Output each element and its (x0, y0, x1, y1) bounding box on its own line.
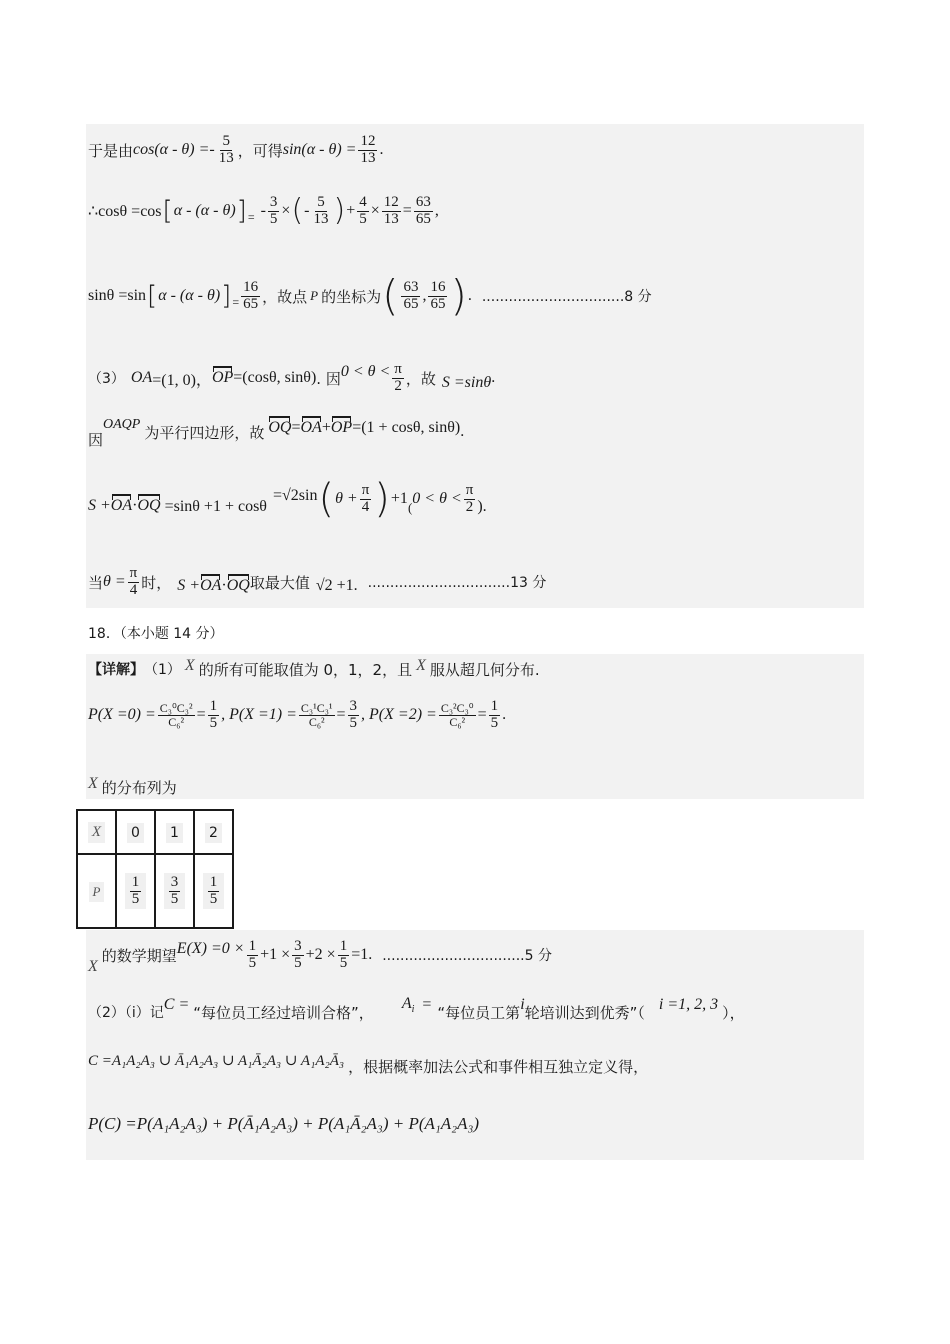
paren-open: ( (382, 271, 399, 320)
line-q18-detail (88, 656, 540, 682)
oaqp: OAQP (103, 417, 141, 432)
text: 因 (88, 430, 104, 449)
table-row (77, 854, 233, 928)
period: . (467, 287, 472, 304)
var-x: X (88, 775, 98, 792)
table-cell (116, 854, 155, 928)
frac-pi-4: $\frac{\pi}{4}$ (361, 481, 370, 515)
frac-12-13: $\frac{12}{13}$ (383, 193, 399, 227)
table-cell (77, 854, 116, 928)
bracket-open: [ (147, 281, 158, 311)
s-expr: S + (88, 497, 111, 514)
var-x: X (88, 958, 98, 975)
period: . (368, 946, 373, 963)
frac-63-65: $\frac{63}{65}$ (403, 278, 419, 312)
frac-5-13: $\frac{5}{13}$ (218, 132, 234, 166)
paren-close: ) (374, 476, 390, 522)
plus: + (321, 419, 331, 436)
bracket-close: ] (221, 281, 232, 311)
frac-comb: $\frac{\text{C₃⁰C₃²}}{\text{C₆²}}$ (159, 700, 193, 729)
theta-plus: θ + (335, 490, 358, 507)
plus-term: +1 × (260, 946, 291, 963)
line-event-def (88, 994, 745, 1030)
frac-comb: $\frac{\text{C₃¹C₃¹}}{\text{C₆²}}$ (300, 700, 333, 729)
s-value: =sinθ +1 + cosθ (164, 498, 267, 515)
oq-value: =(1 + cosθ, sinθ) (352, 419, 461, 436)
frac-16-65: $\frac{16}{65}$ (430, 278, 446, 312)
vec-op: OP (211, 369, 234, 386)
table-cell (77, 810, 116, 854)
part-label: （2）（ⅰ）记 (88, 1005, 164, 1021)
equals: = (232, 294, 240, 309)
line-part3 (88, 358, 495, 398)
question-18-heading: 18．（本小题 14 分） (88, 626, 224, 642)
text: . 因 (316, 369, 341, 388)
table-cell (194, 810, 233, 854)
quote: “每位员工经过培训合格”， (193, 1003, 374, 1022)
var-i: i (520, 996, 525, 1013)
var-x: X (184, 657, 195, 674)
frac-3-5: $\frac{3}{5}$ (349, 697, 358, 731)
line-sin-theta (88, 270, 652, 322)
theta-range: 0 < θ < (340, 363, 391, 380)
line-pc (88, 1108, 479, 1140)
detail-label: 【详解】 (88, 662, 144, 678)
plus: + (346, 202, 356, 219)
table-row (77, 810, 233, 854)
text: 时， (141, 573, 172, 592)
paren-open: ( (291, 193, 304, 228)
expr-cos-theta: ∴cosθ =cos (88, 203, 162, 220)
paren: ( (407, 500, 413, 515)
paren-close: ) (333, 193, 346, 228)
minus: - (304, 202, 310, 219)
table-cell (155, 854, 194, 928)
equals-one: =1 (351, 946, 369, 963)
part-label: （3） (88, 371, 125, 387)
text: 的所有可能取值为 0，1，2，且 (198, 660, 413, 679)
bracket-open: [ (162, 196, 173, 226)
sqrt2-sin: =√2sin (272, 487, 318, 504)
vec-op: OP (330, 419, 353, 436)
expr-inner: α - (α - θ) (173, 202, 236, 219)
table-cell (116, 810, 155, 854)
expr-sin-theta: sinθ =sin (88, 287, 147, 304)
frac-1-5: $\frac{1}{5}$ (209, 697, 218, 731)
paren-open: ( (318, 476, 335, 522)
frac-63-65: $\frac{63}{65}$ (415, 193, 431, 227)
equals: = (291, 419, 301, 436)
frac-3-5: $\frac{3}{5}$ (269, 193, 278, 227)
p-x1: , P(X =1) = (221, 706, 297, 723)
line-cos-sin (88, 128, 383, 172)
expr-cos: cos(α - θ) =- (133, 141, 215, 158)
equals: = (336, 706, 346, 723)
cell-value: 0 (127, 823, 144, 843)
quote: 轮培训达到优秀”（ (524, 1003, 645, 1022)
text-prefix: 于是由 (88, 141, 134, 160)
line-expectation (88, 932, 552, 978)
times: × (370, 202, 380, 219)
line-c-union (88, 1050, 648, 1082)
minus: - (260, 202, 266, 219)
text: ，故 (405, 369, 436, 388)
line-distribution-label (88, 774, 177, 800)
text-mid: ，可得 (237, 141, 283, 160)
period: . (460, 423, 465, 440)
text: ，故点 (262, 287, 308, 306)
event-c: C = (163, 996, 190, 1013)
frac-1-5: $\frac{1}{5}$ (248, 937, 257, 971)
plus-term: +2 × (305, 946, 336, 963)
max-value: √2 +1 (315, 577, 354, 594)
table-cell (155, 810, 194, 854)
vec-oq: OQ (137, 497, 161, 514)
dot: · (221, 577, 227, 594)
s-expr: S =sinθ (441, 374, 492, 391)
equals: = (402, 202, 412, 219)
line-max-value (88, 560, 546, 604)
cell-prob: $\frac{1}{5}$ (125, 873, 147, 910)
cell-p-header: P (89, 882, 105, 902)
equals: = (196, 706, 206, 723)
text: 服从超几何分布. (429, 660, 540, 679)
pc-expr: P(C) =P(A₁A₂A₃) + P(Ā₁A₂A₃) + P(A₁Ā₂A₃) + P(A₁A₂A₃) (88, 1114, 480, 1133)
cell-x-header: X (88, 822, 105, 843)
paren-close: ) (450, 271, 467, 320)
frac-12-13: $\frac{12}{13}$ (360, 132, 376, 166)
theta-range: 0 < θ < (412, 490, 462, 507)
theta-eq: θ = (103, 573, 126, 590)
expr-sin: sin(α - θ) = (282, 141, 357, 158)
line-probabilities (88, 692, 506, 738)
frac-16-65: $\frac{16}{65}$ (243, 278, 259, 312)
score-5: ................................5 分 (382, 948, 552, 964)
text: ，根据概率加法公式和事件相互独立定义得， (348, 1057, 649, 1076)
cell-value: 2 (205, 823, 222, 843)
comma: , (434, 202, 439, 219)
distribution-table (76, 809, 234, 929)
period: . (353, 577, 358, 594)
table-cell (194, 854, 233, 928)
text: 为平行四边形，故 (144, 423, 265, 442)
frac-5-13: $\frac{5}{13}$ (313, 193, 329, 227)
line-parallelogram (88, 412, 464, 452)
score-8: ................................8 分 (481, 289, 652, 305)
vec-oa: OA (300, 419, 322, 436)
frac-3-5: $\frac{3}{5}$ (294, 937, 302, 971)
frac-pi-2: $\frac{\pi}{2}$ (394, 360, 402, 394)
event-a: $A_i$ (401, 995, 415, 1015)
expectation-lhs: E(X) =0 × (176, 940, 245, 957)
expr-inner: α - (α - θ) (158, 287, 221, 304)
vec-oa: OA (130, 369, 153, 386)
p-x0: P(X =0) = (88, 706, 156, 723)
score-13: ................................13 分 (367, 575, 547, 591)
quote: “每位员工第 (437, 1003, 521, 1022)
part-label: （1） (144, 662, 181, 678)
text: 取最大值 (249, 573, 310, 592)
paren: ). (477, 498, 487, 515)
period: . (502, 706, 507, 723)
frac-pi-2: $\frac{\pi}{2}$ (465, 481, 474, 515)
text: 的坐标为 (321, 287, 382, 306)
cell-prob: $\frac{1}{5}$ (203, 873, 225, 910)
line-s-expression (88, 476, 487, 522)
vec-oa: OA (110, 497, 133, 514)
frac-1-5: $\frac{1}{5}$ (339, 937, 348, 971)
c-union-expr: C =A₁A₂A₃ ∪ Ā₁A₂A₃ ∪ A₁Ā₂A₃ ∪ A₁A₂Ā₃ (88, 1052, 345, 1069)
dot: · (132, 497, 138, 514)
op-value: =(cosθ, sinθ) (233, 369, 317, 386)
frac-comb: $\frac{\text{C₃²C₃⁰}}{\text{C₆²}}$ (440, 700, 474, 729)
bracket-close: ] (236, 196, 247, 226)
frac-1-5: $\frac{1}{5}$ (490, 697, 499, 731)
period: . (379, 141, 384, 158)
comma: , (422, 287, 427, 304)
equals: = (422, 996, 432, 1013)
p-x2: , P(X =2) = (361, 706, 437, 723)
text: 的数学期望 (101, 946, 177, 965)
s-expr: S + (177, 577, 201, 594)
var-x: X (416, 657, 426, 674)
plus-one: +1 (390, 490, 408, 507)
frac-4-5: $\frac{4}{5}$ (359, 193, 367, 227)
equals: = (477, 706, 487, 723)
equals: = (247, 209, 255, 224)
vec-oa: OA (200, 577, 222, 594)
text: 当 (88, 573, 104, 592)
oa-value: =(1, 0)， (152, 371, 212, 389)
times: × (281, 202, 291, 219)
point-p: P (310, 288, 319, 303)
period: . (491, 369, 496, 386)
cell-prob: $\frac{3}{5}$ (164, 873, 186, 910)
text: 的分布列为 (101, 778, 177, 797)
vec-oq: OQ (226, 577, 250, 594)
frac-pi-4: $\frac{\pi}{4}$ (129, 564, 138, 598)
paren: ）， (722, 1003, 745, 1022)
i-range: i =1, 2, 3 (658, 996, 719, 1013)
line-cos-theta (88, 186, 439, 236)
cell-value: 1 (166, 823, 183, 843)
vec-oq: OQ (268, 419, 292, 436)
